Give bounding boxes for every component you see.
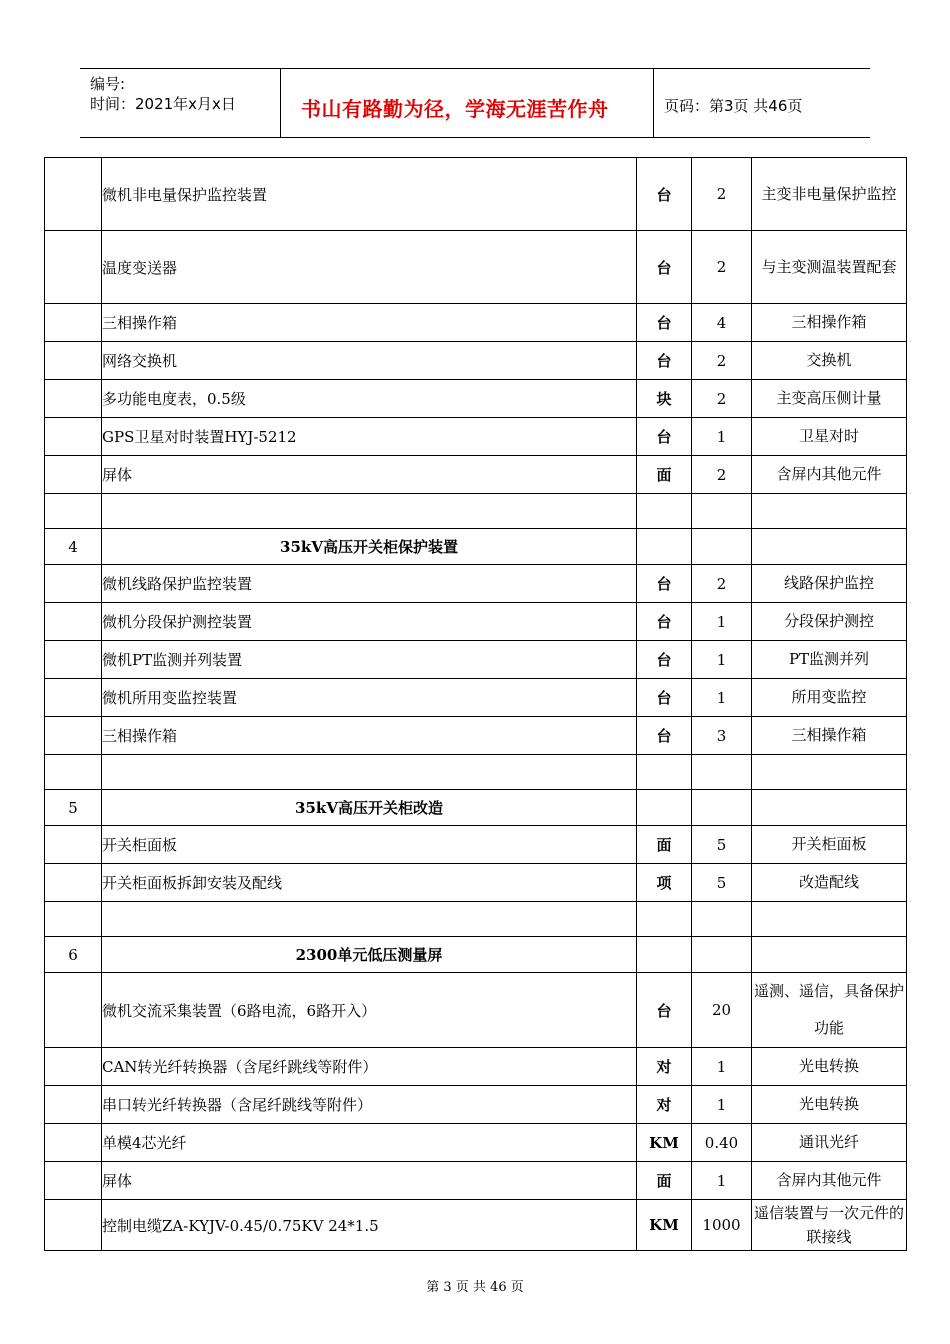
row-note-cell: 三相操作箱 xyxy=(752,304,907,342)
empty-cell xyxy=(692,937,752,973)
empty-cell xyxy=(692,790,752,826)
row-name-cell: 屏体 xyxy=(102,456,637,494)
row-qty-cell: 2 xyxy=(692,231,752,304)
row-name-cell: 多功能电度表，0.5级 xyxy=(102,380,637,418)
empty-cell xyxy=(692,755,752,790)
section-row xyxy=(45,937,907,973)
row-qty-cell: 1 xyxy=(692,1086,752,1124)
row-note-cell: 卫星对时 xyxy=(752,418,907,456)
row-unit-cell: KM xyxy=(637,1124,692,1162)
empty-cell xyxy=(752,937,907,973)
empty-cell xyxy=(637,529,692,565)
empty-cell xyxy=(102,494,637,529)
row-unit-cell: 台 xyxy=(637,158,692,231)
blank-row xyxy=(45,902,907,937)
row-note-cell: 分段保护测控 xyxy=(752,603,907,641)
row-unit-cell: 台 xyxy=(637,231,692,304)
row-unit-cell: 台 xyxy=(637,304,692,342)
row-qty-cell: 5 xyxy=(692,826,752,864)
header-motto-cell xyxy=(281,69,654,137)
row-qty-cell: 2 xyxy=(692,456,752,494)
table-row xyxy=(45,641,907,679)
row-unit-cell: 台 xyxy=(637,717,692,755)
row-name-cell: 微机PT监测并列装置 xyxy=(102,641,637,679)
empty-cell xyxy=(102,755,637,790)
section-seq-cell: 6 xyxy=(45,937,102,973)
row-name-cell: 微机分段保护测控装置 xyxy=(102,603,637,641)
row-seq-cell xyxy=(45,679,102,717)
table-row xyxy=(45,973,907,1048)
row-seq-cell xyxy=(45,231,102,304)
row-name-cell: 微机线路保护监控装置 xyxy=(102,565,637,603)
row-note-cell: 主变高压侧计量 xyxy=(752,380,907,418)
row-seq-cell xyxy=(45,717,102,755)
row-name-cell: 微机所用变监控装置 xyxy=(102,679,637,717)
empty-cell xyxy=(637,902,692,937)
row-unit-cell: 台 xyxy=(637,679,692,717)
table-row xyxy=(45,231,907,304)
empty-cell xyxy=(102,902,637,937)
row-note-cell: 光电转换 xyxy=(752,1048,907,1086)
row-qty-cell: 1 xyxy=(692,1162,752,1200)
page-footer: 第 3 页 共 46 页 xyxy=(426,1280,524,1295)
empty-cell xyxy=(692,529,752,565)
header-motto: 书山有路勤为径，学海无涯苦作舟 xyxy=(301,97,609,121)
empty-cell xyxy=(637,937,692,973)
row-seq-cell xyxy=(45,380,102,418)
header-page-cell xyxy=(654,69,870,137)
row-name-cell: 串口转光纤转换器（含尾纤跳线等附件） xyxy=(102,1086,637,1124)
empty-cell xyxy=(692,494,752,529)
empty-cell xyxy=(692,902,752,937)
row-qty-cell: 0.40 xyxy=(692,1124,752,1162)
row-note-cell: PT监测并列 xyxy=(752,641,907,679)
section-row xyxy=(45,790,907,826)
empty-cell xyxy=(752,902,907,937)
table-row xyxy=(45,1200,907,1251)
row-note-cell: 开关柜面板 xyxy=(752,826,907,864)
row-seq-cell xyxy=(45,973,102,1048)
row-qty-cell: 2 xyxy=(692,342,752,380)
row-name-cell: 三相操作箱 xyxy=(102,304,637,342)
row-name-cell: GPS卫星对时装置HYJ-5212 xyxy=(102,418,637,456)
row-seq-cell xyxy=(45,1086,102,1124)
row-qty-cell: 3 xyxy=(692,717,752,755)
row-unit-cell: 项 xyxy=(637,864,692,902)
empty-cell xyxy=(637,790,692,826)
row-note-cell: 含屏内其他元件 xyxy=(752,1162,907,1200)
row-unit-cell: 面 xyxy=(637,1162,692,1200)
empty-cell xyxy=(752,790,907,826)
table-row xyxy=(45,1048,907,1086)
row-note-cell: 交换机 xyxy=(752,342,907,380)
row-unit-cell: 台 xyxy=(637,418,692,456)
table-row xyxy=(45,717,907,755)
document-number-label: 编号: xyxy=(90,75,126,93)
table-row xyxy=(45,1162,907,1200)
table-row xyxy=(45,565,907,603)
table-row xyxy=(45,380,907,418)
table-row xyxy=(45,158,907,231)
empty-cell xyxy=(752,529,907,565)
row-note-cell: 含屏内其他元件 xyxy=(752,456,907,494)
row-seq-cell xyxy=(45,1162,102,1200)
row-qty-cell: 1000 xyxy=(692,1200,752,1251)
row-seq-cell xyxy=(45,418,102,456)
table-row xyxy=(45,603,907,641)
row-seq-cell xyxy=(45,565,102,603)
row-note-cell: 主变非电量保护监控 xyxy=(752,158,907,231)
row-unit-cell: 台 xyxy=(637,603,692,641)
row-qty-cell: 2 xyxy=(692,565,752,603)
empty-cell xyxy=(752,494,907,529)
empty-cell xyxy=(637,755,692,790)
section-title-cell: 35kV高压开关柜改造 xyxy=(102,790,637,826)
row-seq-cell xyxy=(45,342,102,380)
document-time-label: 时间：2021年x月x日 xyxy=(90,95,236,113)
row-note-cell: 所用变监控 xyxy=(752,679,907,717)
table-row xyxy=(45,304,907,342)
row-unit-cell: 台 xyxy=(637,342,692,380)
row-unit-cell: 块 xyxy=(637,380,692,418)
header-meta-cell xyxy=(80,69,281,137)
row-note-cell: 与主变测温装置配套 xyxy=(752,231,907,304)
table-row xyxy=(45,826,907,864)
blank-row xyxy=(45,494,907,529)
row-unit-cell: 对 xyxy=(637,1086,692,1124)
section-seq-cell: 5 xyxy=(45,790,102,826)
empty-cell xyxy=(637,494,692,529)
row-note-cell: 光电转换 xyxy=(752,1086,907,1124)
row-unit-cell: KM xyxy=(637,1200,692,1251)
row-note-cell: 线路保护监控 xyxy=(752,565,907,603)
empty-cell xyxy=(45,902,102,937)
row-seq-cell xyxy=(45,864,102,902)
table-row xyxy=(45,342,907,380)
section-title-cell: 35kV高压开关柜保护装置 xyxy=(102,529,637,565)
row-seq-cell xyxy=(45,826,102,864)
page-header xyxy=(80,68,870,138)
row-qty-cell: 1 xyxy=(692,418,752,456)
row-seq-cell xyxy=(45,456,102,494)
row-seq-cell xyxy=(45,304,102,342)
row-seq-cell xyxy=(45,1048,102,1086)
row-unit-cell: 台 xyxy=(637,641,692,679)
row-qty-cell: 1 xyxy=(692,603,752,641)
row-name-cell: CAN转光纤转换器（含尾纤跳线等附件） xyxy=(102,1048,637,1086)
blank-row xyxy=(45,755,907,790)
row-note-cell: 通讯光纤 xyxy=(752,1124,907,1162)
row-name-cell: 单模4芯光纤 xyxy=(102,1124,637,1162)
row-qty-cell: 2 xyxy=(692,380,752,418)
table-row xyxy=(45,679,907,717)
equipment-table xyxy=(44,157,907,1251)
row-unit-cell: 台 xyxy=(637,565,692,603)
empty-cell xyxy=(45,494,102,529)
section-seq-cell: 4 xyxy=(45,529,102,565)
row-qty-cell: 1 xyxy=(692,679,752,717)
row-qty-cell: 5 xyxy=(692,864,752,902)
row-name-cell: 开关柜面板 xyxy=(102,826,637,864)
row-unit-cell: 台 xyxy=(637,973,692,1048)
row-name-cell: 三相操作箱 xyxy=(102,717,637,755)
row-seq-cell xyxy=(45,1124,102,1162)
row-name-cell: 微机非电量保护监控装置 xyxy=(102,158,637,231)
section-title-cell: 2300单元低压测量屏 xyxy=(102,937,637,973)
table-row xyxy=(45,864,907,902)
row-name-cell: 温度变送器 xyxy=(102,231,637,304)
row-seq-cell xyxy=(45,158,102,231)
row-note-cell: 三相操作箱 xyxy=(752,717,907,755)
row-qty-cell: 20 xyxy=(692,973,752,1048)
row-qty-cell: 1 xyxy=(692,641,752,679)
row-qty-cell: 1 xyxy=(692,1048,752,1086)
table-row xyxy=(45,456,907,494)
row-qty-cell: 2 xyxy=(692,158,752,231)
row-unit-cell: 面 xyxy=(637,456,692,494)
row-seq-cell xyxy=(45,603,102,641)
row-note-cell: 遥测、遥信，具备保护功能 xyxy=(752,973,907,1048)
row-note-cell: 改造配线 xyxy=(752,864,907,902)
row-qty-cell: 4 xyxy=(692,304,752,342)
row-name-cell: 微机交流采集装置（6路电流，6路开入） xyxy=(102,973,637,1048)
row-seq-cell xyxy=(45,641,102,679)
row-note-cell: 遥信装置与一次元件的联接线 xyxy=(752,1200,907,1251)
table-row xyxy=(45,418,907,456)
row-name-cell: 控制电缆ZA-KYJV-0.45/0.75KV 24*1.5 xyxy=(102,1200,637,1251)
row-name-cell: 屏体 xyxy=(102,1162,637,1200)
header-page-number: 页码：第3页 共46页 xyxy=(664,97,803,115)
row-unit-cell: 对 xyxy=(637,1048,692,1086)
row-seq-cell xyxy=(45,1200,102,1251)
equipment-table-body xyxy=(45,158,907,1251)
row-unit-cell: 面 xyxy=(637,826,692,864)
section-row xyxy=(45,529,907,565)
row-name-cell: 开关柜面板拆卸安装及配线 xyxy=(102,864,637,902)
empty-cell xyxy=(752,755,907,790)
row-name-cell: 网络交换机 xyxy=(102,342,637,380)
empty-cell xyxy=(45,755,102,790)
table-row xyxy=(45,1086,907,1124)
table-row xyxy=(45,1124,907,1162)
